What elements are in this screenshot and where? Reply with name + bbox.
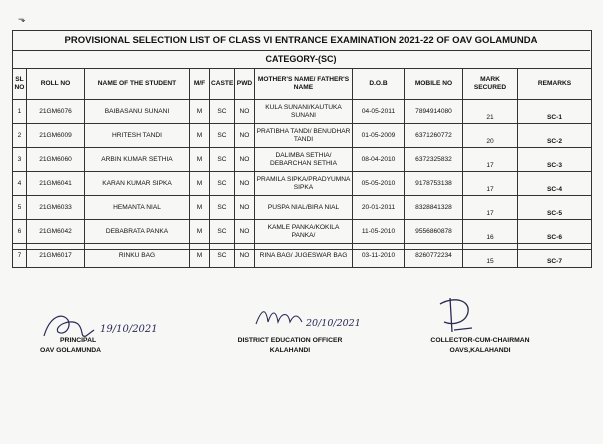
cell-pwd: NO [235,148,255,172]
cell-caste: SC [210,100,235,124]
cell-roll: 21GM6042 [27,220,85,244]
cell-mf: M [190,244,210,268]
cell-pwd: NO [235,100,255,124]
cell-name: HRITESH TANDI [85,124,190,148]
cell-parents: DALIMBA SETHIA/ DEBARCHAN SETHIA [255,148,353,172]
cell-caste: SC [210,172,235,196]
cell-mf: M [190,148,210,172]
table-header-row [13,69,592,100]
cell-caste: SC [210,124,235,148]
cell-dob: 01-05-2009 [353,124,405,148]
cell-dob: 11-05-2010 [353,220,405,244]
cell-mark: 17 [463,172,518,196]
cell-remarks: SC-2 [518,124,592,148]
cell-roll: 21GM6041 [27,172,85,196]
cell-caste: SC [210,244,235,268]
table-row [13,220,592,244]
cell-dob: 08-04-2010 [353,148,405,172]
cell-mobile: 6371260772 [405,124,463,148]
header-mark: MARK SECURED [463,69,518,100]
cell-sl: 4 [13,172,27,196]
cell-dob: 05-05-2010 [353,172,405,196]
cell-name: ARBIN KUMAR SETHIA [85,148,190,172]
cell-remarks: SC-1 [518,100,592,124]
header-parents: MOTHER'S NAME/ FATHER'S NAME [255,69,353,100]
cell-dob: 04-05-2011 [353,100,405,124]
cell-mf: M [190,100,210,124]
principal-org: OAV GOLAMUNDA [40,347,102,354]
deo-signature [250,300,370,336]
cell-mark: 17 [463,148,518,172]
cell-sl: 1 [13,100,27,124]
header-name: NAME OF THE STUDENT [85,69,190,100]
collector-signature-block [420,336,540,356]
header-sl: SL NO [13,69,27,100]
collector-title: COLLECTOR-CUM-CHAIRMAN [430,337,530,344]
deo-date-handwriting: 20/10/2021 [306,318,361,329]
cell-parents: PRAMILA SIPKA/PRADYUMNA SIPKA [255,172,353,196]
cell-remarks: SC-4 [518,172,592,196]
cell-name: RINKU BAG [85,244,190,268]
cell-mf: M [190,124,210,148]
cell-roll: 21GM6076 [27,100,85,124]
cell-mark: 17 [463,196,518,220]
category-heading: CATEGORY-(SC) [12,51,590,69]
cell-name: KARAN KUMAR SIPKA [85,172,190,196]
header-mf: M/F [190,69,210,100]
cell-mobile: 8260772234 [405,244,463,268]
table-row [13,196,592,220]
cell-pwd: NO [235,124,255,148]
header-remarks: REMARKS [518,69,592,100]
cell-sl: 2 [13,124,27,148]
cell-sl: 3 [13,148,27,172]
cell-mf: M [190,196,210,220]
selection-table [12,68,592,268]
table-row [13,148,592,172]
table-row [13,172,592,196]
table-row [13,124,592,148]
cell-sl: 6 [13,220,27,244]
cell-caste: SC [210,196,235,220]
cell-mark: 15 [463,244,518,268]
cell-name: BAIBASANU SUNANI [85,100,190,124]
cell-mark: 21 [463,100,518,124]
principal-date-handwriting: 19/10/2021 [100,324,158,335]
cell-roll: 21GM6060 [27,148,85,172]
cell-mark: 20 [463,124,518,148]
cell-mobile: 9178753138 [405,172,463,196]
collector-signature [430,292,490,338]
header-mobile: MOBILE NO [405,69,463,100]
cell-pwd: NO [235,172,255,196]
table-row [13,244,592,268]
cell-caste: SC [210,220,235,244]
cell-mf: M [190,220,210,244]
cell-pwd: NO [235,220,255,244]
header-roll: ROLL NO [27,69,85,100]
deo-title: DISTRICT EDUCATION OFFICER [237,337,343,344]
cell-pwd: NO [235,244,255,268]
cell-parents: PRATIBHA TANDI/ BENUDHAR TANDI [255,124,353,148]
cell-mobile: 7894914080 [405,100,463,124]
header-caste: CASTE [210,69,235,100]
principal-title: PRINCIPAL [60,337,97,344]
cell-sl: 7 [13,244,27,268]
cell-remarks: SC-6 [518,220,592,244]
cell-roll: 21GM6033 [27,196,85,220]
cell-mobile: 6372325832 [405,148,463,172]
cell-parents: PUSPA NIAL/BIRA NIAL [255,196,353,220]
cell-parents: KAMLE PANKA/KOKILA PANKA/ [255,220,353,244]
cell-remarks: SC-3 [518,148,592,172]
deo-org: KALAHANDI [269,347,311,354]
deo-signature-block [225,336,355,356]
principal-signature-block [40,336,102,356]
cell-dob: 03-11-2010 [353,244,405,268]
header-pwd: PWD [235,69,255,100]
cell-mobile: 9556860878 [405,220,463,244]
document-title: PROVISIONAL SELECTION LIST OF CLASS VI ENTRANCE EXAMINATION 2021-22 OF OAV GOLAMUNDA [12,30,590,51]
cell-name: DEBABRATA PANKA [85,220,190,244]
cell-sl: 5 [13,196,27,220]
cell-roll: 21GM6017 [27,244,85,268]
cell-remarks: SC-5 [518,196,592,220]
cell-mf: M [190,172,210,196]
cell-remarks: SC-7 [518,244,592,268]
cell-caste: SC [210,148,235,172]
cell-roll: 21GM6009 [27,124,85,148]
cell-dob: 20-01-2011 [353,196,405,220]
corner-arrow-icon: ⬎ [18,14,26,24]
cell-parents: KULA SUNANI/KAUTUKA SUNANI [255,100,353,124]
cell-mobile: 8328841328 [405,196,463,220]
table-row [13,100,592,124]
cell-mark: 16 [463,220,518,244]
cell-pwd: NO [235,196,255,220]
header-dob: D.O.B [353,69,405,100]
cell-name: HEMANTA NIAL [85,196,190,220]
cell-parents: RINA BAG/ JUGESWAR BAG [255,244,353,268]
collector-org: OAVS,KALAHANDI [449,347,511,354]
